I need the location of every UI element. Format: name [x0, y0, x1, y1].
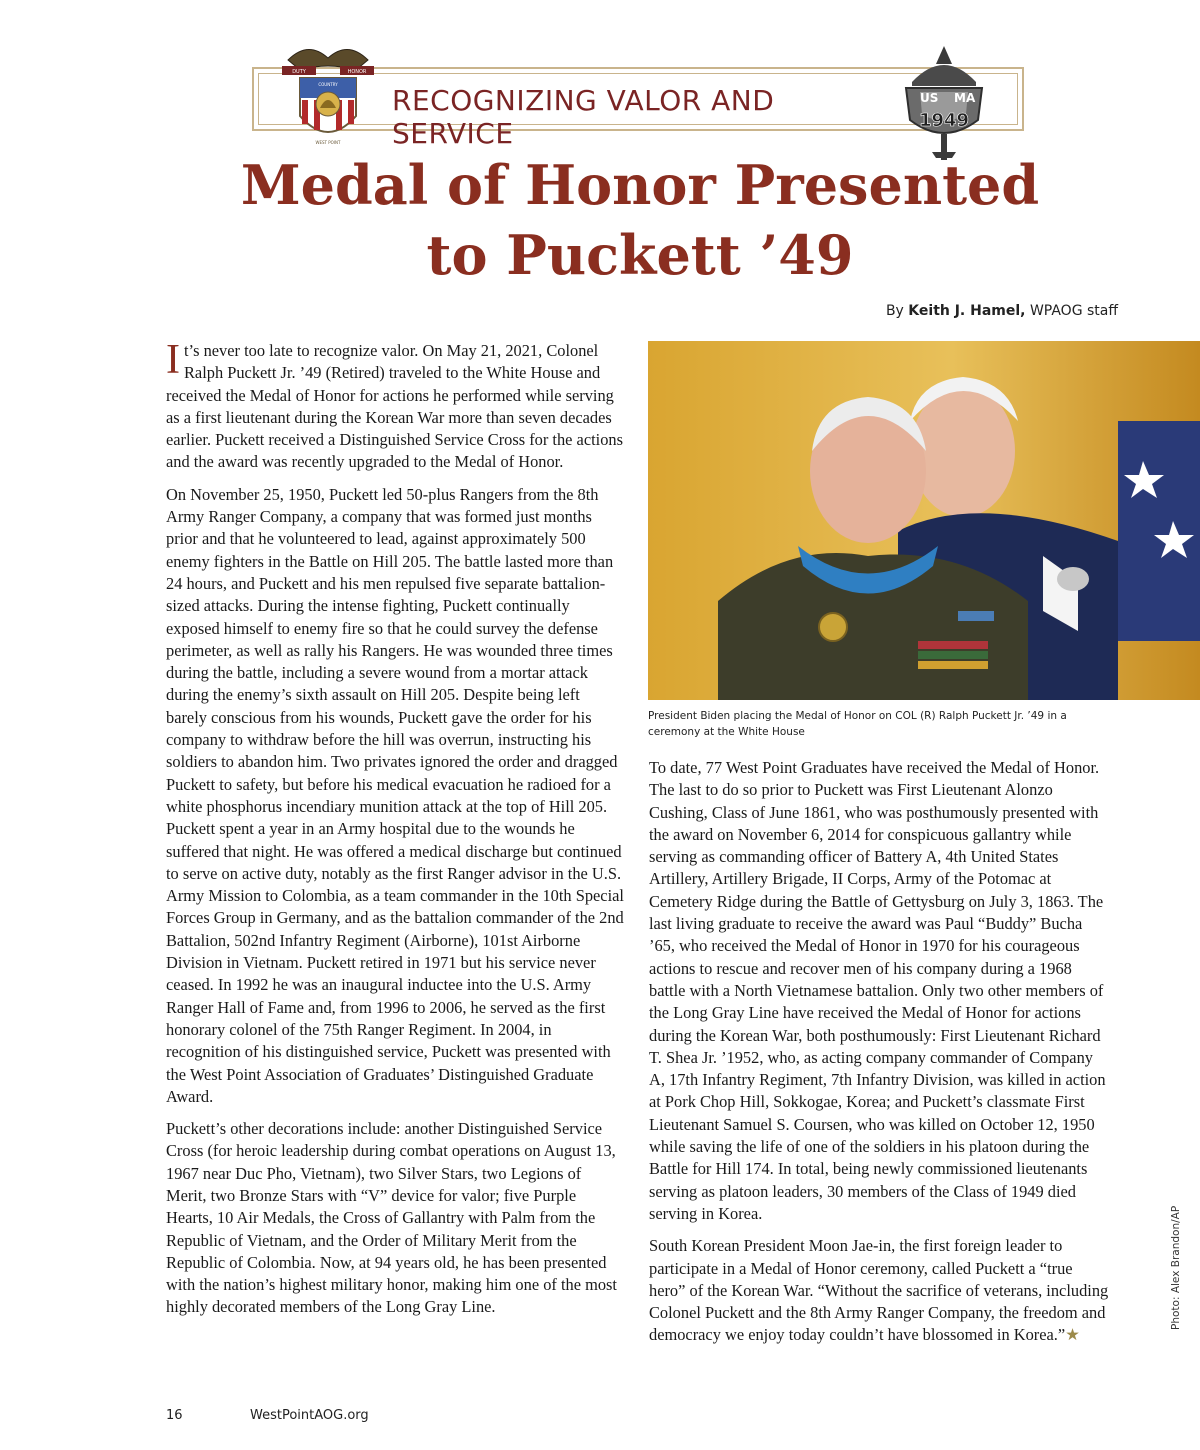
crest-motto-honor: HONOR — [347, 69, 367, 75]
byline — [886, 303, 1118, 319]
drop-cap: I — [166, 337, 180, 383]
crest-motto-duty: DUTY — [292, 69, 306, 75]
byline-prefix: By — [885, 303, 909, 319]
byline-author: Keith J. Hamel, — [908, 303, 1026, 319]
west-point-crest-logo — [278, 40, 378, 152]
article-paragraph-4: To date, 77 West Point Graduates have received the Medal of Honor. The last to do so prior to Puckett was First Lieutenant Alonzo Cushing, Class of June 1861, who was posthumously presented with the award on November 6, 2014 for conspicuous gallantry while serving as commanding officer of Battery A, 4th United States Artillery, Artillery Brigade, II Corps, Army of the Potomac at Cemetery Ridge during the Battle of Gettysburg on July 3, 1863. The last living graduate to receive the award was Paul “Buddy” Bucha ’65, who received the Medal of Honor in 1970 for his courageous actions to rescue and recover men of his company during a 1968 battle with a North Vietnamese battalion. Only two other members of the Long Gray Line have received the Medal of Honor for actions during the Korean War, both posthumously: First Lieutenant Richard T. Shea Jr. ’1952, who, as acting company commander of Company A, 17th Infantry Regiment, 7th Infantry Division, was killed in action at Pork Chop Hill, Sokkogae, Korea; and Puckett’s classmate First Lieutenant Samuel S. Coursen, who was killed on October 12, 1950 while saving the life of one of the soldiers in his platoon during the Battle for Hill 174. In total, being newly commissioned lieutenants serving as platoon leaders, 30 members of the Class of 1949 died serving in Korea. — [649, 758, 1106, 1223]
byline-suffix: WPAOG staff — [1025, 303, 1118, 319]
article-paragraph-5 — [649, 1235, 1111, 1346]
ceremony-photo — [648, 341, 1200, 700]
article-right-column — [649, 757, 1111, 1357]
article-left-column — [166, 337, 624, 1329]
page-number: 16 — [166, 1408, 183, 1423]
class-1949-crest-logo — [892, 42, 996, 166]
footer-site-link[interactable]: WestPointAOG.org — [250, 1408, 369, 1423]
paragraph-1-text: t’s never too late to recognize valor. On May 21, 2021, Colonel Ralph Puckett Jr. ’49 (Retired) traveled to the White House and received the Medal of Honor for actions he performed while serving as a first lieutenant during the Korean War more than seven decades earlier. Puckett received a Distinguished Service Cross for the actions and the award was recently upgraded to the Medal of Honor. — [166, 341, 623, 472]
crest-us-label: US — [920, 91, 939, 105]
article-paragraph-1 — [166, 337, 624, 474]
article-paragraph-3: Puckett’s other decorations include: another Distinguished Service Cross (for heroic leadership during combat operations on August 13, 1967 near Duc Pho, Vietnam), two Silver Stars, two Legions of Merit, two Bronze Stars with “V” device for valor; five Purple Hearts, 10 Air Medals, the Cross of Gallantry with Palm from the Republic of Vietnam, and the Order of Military Merit from the Republic of Colombia. Now, at 94 years old, he has been presented with the nation’s highest military honor, making him one of the most highly decorated members of the Long Gray Line. — [166, 1119, 617, 1317]
photo-credit: Photo: Alex Brandon/AP — [1170, 1205, 1182, 1330]
photo-caption: President Biden placing the Medal of Honor on COL (R) Ralph Puckett Jr. ’49 in a ceremony at the White House — [648, 710, 1067, 738]
end-star-icon: ★ — [1065, 1325, 1080, 1345]
section-banner-title: RECOGNIZING VALOR AND SERVICE — [392, 84, 775, 150]
crest-motto-country: COUNTRY — [318, 82, 338, 87]
title-line-1: Medal of Honor Presented — [240, 153, 1040, 217]
title-line-2: to Puckett ’49 — [426, 223, 854, 287]
article-title — [200, 150, 1080, 290]
crest-motto-west-point: WEST POINT — [315, 140, 341, 145]
paragraph-5-text: South Korean President Moon Jae-in, the first foreign leader to participate in a Medal of Honor ceremony, called Puckett a “true hero” of the Korean War. “Without the sacrifice of veterans, including Colonel Puckett and the 8th Army Ranger Company, the freedom and democracy we enjoy today couldn’t have blossomed in Korea.” — [649, 1236, 1109, 1345]
article-paragraph-2: On November 25, 1950, Puckett led 50-plus Rangers from the 8th Army Ranger Company, a company that was formed just months prior and that he volunteered to lead, against approximately 500 enemy fighters in the Battle on Hill 205. The battle lasted more than 24 hours, and Puckett and his men repulsed five separate battalion-sized attacks. During the intense fighting, Puckett continually exposed himself to enemy fire so that he could survey the defense perimeter, as well as rally his Rangers. He was wounded three times during the battle, including a severe wound from a mortar attack during the enemy’s sixth assault on Hill 205. Despite being left barely conscious from his wounds, Puckett gave the order for his company to withdraw before the hill was overrun, instructing his soldiers to abandon him. Two privates ignored the order and dragged Puckett to safety, but before his medical evacuation he radioed for a white phosphorus incendiary munition attack at the top of Hill 205. Puckett spent a year in an Army hospital due to the wounds he suffered that night. He was offered a medical discharge but continued to serve on active duty, notably as the first Ranger advisor in the U.S. Army Mission to Colombia, as a team commander in the 10th Special Forces Group in Germany, and as the battalion commander of the 2nd Battalion, 502nd Infantry Regiment (Airborne), 101st Airborne Division in Vietnam. Puckett retired in 1971 but his service never ceased. In 1992 he was an inaugural inductee into the U.S. Army Ranger Hall of Fame and, from 1996 to 2006, he served as the first honorary colonel of the 75th Ranger Regiment. In 2004, in recognition of his distinguished service, Puckett was presented with the West Point Association of Graduates’ Distinguished Graduate Award. — [166, 484, 624, 1106]
crest-ma-label: MA — [954, 91, 976, 105]
crest-year-label: 1949 — [918, 110, 970, 131]
